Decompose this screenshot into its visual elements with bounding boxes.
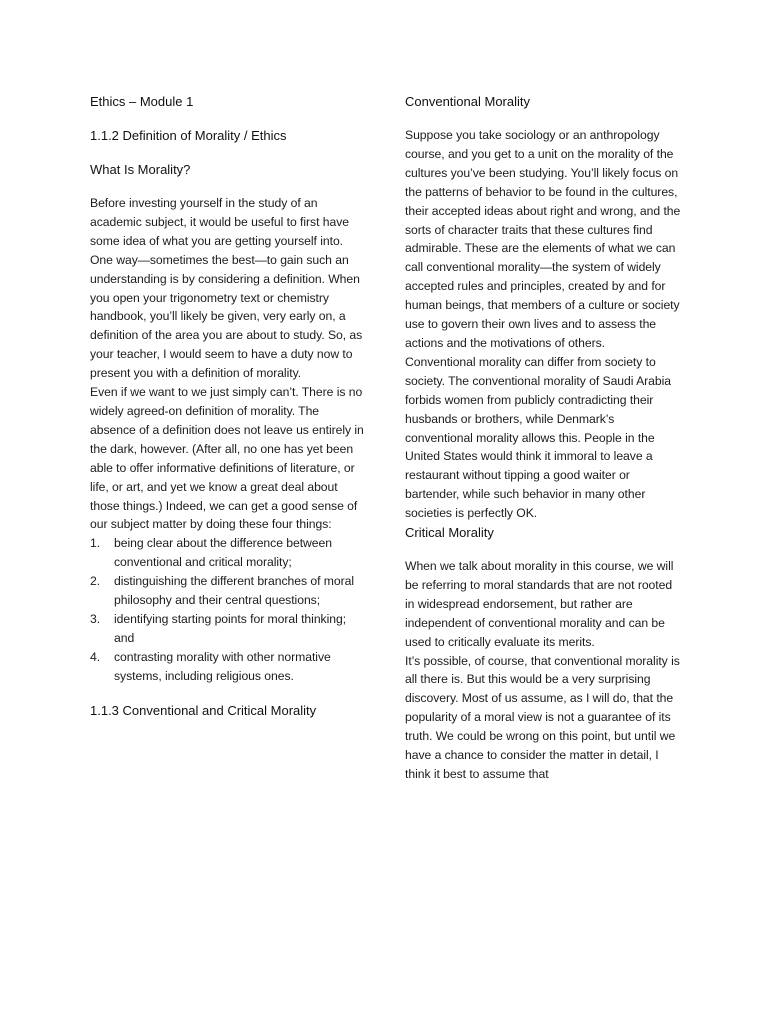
paragraph: It’s possible, of course, that conventional morality is all there is. But this would be a very surprising discovery. Most of us assume, as I will do, that the popularity of a moral view is not a guarantee of its truth. We could be wrong on this point, but until we have a chance to consider the matter in detail, I think it best to assume that — [405, 653, 680, 781]
subheading-what-is-morality: What Is Morality? — [90, 162, 191, 177]
list-number: 3. — [90, 611, 101, 626]
list-item — [90, 648, 366, 686]
list-text: being clear about the difference between conventional and critical morality; — [114, 536, 332, 570]
heading-conventional-morality: Conventional Morality — [405, 94, 531, 109]
paragraph: Suppose you take sociology or an anthropology course, and you get to a unit on the morality of the cultures you’ve been studying. You’ll likely focus on the patterns of behavior to be found in the cultures, their accepted ideas about right and wrong, and the sorts of character traits that these cultures find admirable. These are the elements of what we can call conventional morality—the system of widely accepted rules and principles, created by and for human beings, that members of a culture or society use to govern their own lives and to assess the actions and the motivations of others. — [405, 128, 681, 350]
module-title: Ethics – Module 1 — [90, 94, 194, 109]
list-text: identifying starting points for moral thinking; and — [114, 611, 347, 645]
numbered-list — [90, 534, 366, 685]
list-number: 2. — [90, 574, 101, 589]
paragraph: Even if we want to we just simply can’t. There is no widely agreed-on definition of morality. The absence of a definition does not leave us entirely in the dark, however. (After all, no one has yet been able to offer informative definitions of literature, or life, or art, and yet we know a great deal about those things.) Indeed, we can get a good sense of our subject matter by doing these four things: — [90, 385, 364, 532]
paragraph: Before investing yourself in the study of an academic subject, it would be useful to first have some idea of what you are getting yourself into. One way—sometimes the best—to gain such an understanding is by considering a definition. When you open your trigonometry text or chemistry handbook, you’ll likely be given, very early on, a definition of the area you are about to study. So, as your teacher, I would seem to have a duty now to present you with a definition of morality. — [90, 196, 363, 381]
right-column — [405, 92, 681, 784]
list-item — [90, 534, 366, 572]
list-number: 1. — [90, 536, 101, 551]
list-text: distinguishing the different branches of moral philosophy and their central questions; — [114, 574, 355, 608]
left-column — [90, 92, 366, 720]
section-heading-1-1-3: 1.1.3 Conventional and Critical Morality — [90, 702, 317, 718]
paragraph: When we talk about morality in this course, we will be referring to moral standards that are not rooted in widespread endorsement, but rather are independent of conventional morality and can be used to critically evaluate its merits. — [405, 559, 674, 649]
list-item — [90, 572, 366, 610]
heading-critical-morality: Critical Morality — [405, 525, 494, 541]
section-heading-1-1-2: 1.1.2 Definition of Morality / Ethics — [90, 128, 287, 143]
list-text: contrasting morality with other normative systems, including religious ones. — [114, 649, 331, 683]
list-item — [90, 610, 366, 648]
list-number: 4. — [90, 649, 101, 664]
paragraph: Conventional morality can differ from society to society. The conventional morality of Saudi Arabia forbids women from publicly contradicting their husbands or brothers, while Denmark’s conventional morality allows this. People in the United States would think it immoral to leave a restaurant without tipping a good waiter or bartender, while such behavior in many other societies is perfectly OK. — [405, 354, 671, 521]
